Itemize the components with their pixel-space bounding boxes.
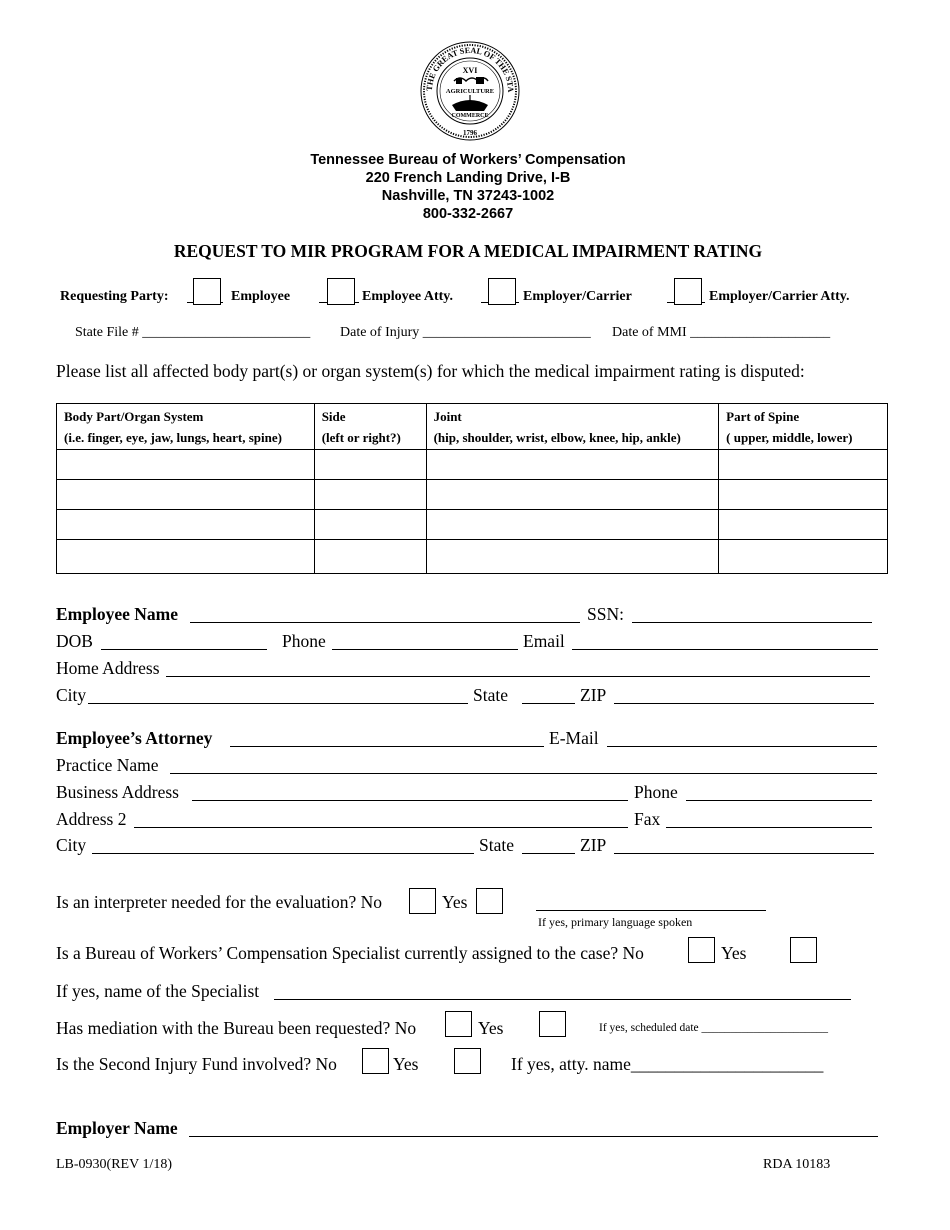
state-seal bbox=[420, 37, 520, 145]
language-note: If yes, primary language spoken bbox=[538, 915, 693, 929]
state-file-field[interactable]: State File # ________________________ bbox=[75, 325, 311, 340]
ssn-label: SSN: bbox=[587, 604, 624, 624]
specialist-name-label: If yes, name of the Specialist bbox=[56, 981, 260, 1001]
city-field[interactable] bbox=[88, 703, 468, 704]
agency-phone: 800-332-2667 bbox=[422, 206, 514, 222]
svg-text:1796: 1796 bbox=[463, 129, 477, 137]
agency-city: Nashville, TN 37243-1002 bbox=[381, 188, 555, 204]
attorney-city-label: City bbox=[56, 835, 87, 855]
table-cell[interactable] bbox=[426, 450, 719, 480]
form-number: LB-0930(REV 1/18) bbox=[56, 1157, 173, 1172]
fax-field[interactable] bbox=[666, 827, 872, 828]
attorney-phone-field[interactable] bbox=[686, 800, 872, 801]
employer-carrier-checkbox[interactable] bbox=[488, 278, 516, 305]
email-label: Email bbox=[523, 631, 565, 651]
sif-atty-name-field[interactable]: If yes, atty. name______________________ bbox=[511, 1054, 824, 1074]
interpreter-yes-checkbox[interactable] bbox=[476, 888, 503, 914]
ssn-field[interactable] bbox=[632, 622, 872, 623]
state-label: State bbox=[473, 685, 508, 705]
mediation-no-checkbox[interactable] bbox=[445, 1011, 472, 1037]
svg-text:AGRICULTURE: AGRICULTURE bbox=[445, 88, 495, 95]
table-cell[interactable] bbox=[719, 480, 888, 510]
state-field[interactable] bbox=[522, 703, 575, 704]
mediation-date-field[interactable]: If yes, scheduled date ______________________ bbox=[599, 1022, 829, 1034]
instruction-text: Please list all affected body part(s) or organ system(s) for which the medical impairment rating is disputed: bbox=[56, 361, 805, 381]
table-cell[interactable] bbox=[57, 510, 315, 540]
sif-yes-checkbox[interactable] bbox=[454, 1048, 481, 1074]
form-title: REQUEST TO MIR PROGRAM FOR A MEDICAL IMPAIRMENT RATING bbox=[173, 241, 763, 261]
header-body-part: Body Part/Organ System (i.e. finger, eye, jaw, lungs, heart, spine) bbox=[57, 404, 315, 450]
attorney-email-field[interactable] bbox=[607, 746, 877, 747]
specialist-yes-label: Yes bbox=[721, 943, 747, 963]
requesting-party-label: Requesting Party: bbox=[60, 289, 169, 304]
mediation-question: Has mediation with the Bureau been requested? No bbox=[56, 1018, 417, 1038]
home-address-field[interactable] bbox=[166, 676, 870, 677]
table-cell[interactable] bbox=[57, 540, 315, 574]
header-side: Side (left or right?) bbox=[314, 404, 426, 450]
table-cell[interactable] bbox=[719, 450, 888, 480]
rda-number: RDA 10183 bbox=[763, 1157, 831, 1172]
agency-street: 220 French Landing Drive, I-B bbox=[365, 170, 571, 186]
mediation-yes-label: Yes bbox=[478, 1018, 504, 1038]
business-address-label: Business Address bbox=[56, 782, 179, 802]
phone-label: Phone bbox=[282, 631, 326, 651]
agency-name: Tennessee Bureau of Workers’ Compensation bbox=[310, 152, 626, 168]
date-of-mmi-field[interactable]: Date of MMI ____________________ bbox=[612, 325, 831, 340]
city-label: City bbox=[56, 685, 87, 705]
header-joint: Joint (hip, shoulder, wrist, elbow, knee, hip, ankle) bbox=[426, 404, 719, 450]
sif-no-checkbox[interactable] bbox=[362, 1048, 389, 1074]
dob-label: DOB bbox=[56, 631, 93, 651]
interpreter-question: Is an interpreter needed for the evaluation? No bbox=[56, 892, 383, 912]
specialist-no-checkbox[interactable] bbox=[688, 937, 715, 963]
table-cell[interactable] bbox=[426, 510, 719, 540]
svg-text:XVI: XVI bbox=[462, 66, 478, 75]
attorney-email-label: E-Mail bbox=[549, 728, 599, 748]
table-cell[interactable] bbox=[426, 540, 719, 574]
zip-label: ZIP bbox=[580, 685, 607, 705]
svg-text:COMMERCE: COMMERCE bbox=[451, 113, 489, 119]
address2-label: Address 2 bbox=[56, 809, 127, 829]
option-employee: Employee bbox=[231, 289, 291, 304]
body-part-table bbox=[56, 403, 888, 574]
business-address-field[interactable] bbox=[192, 800, 628, 801]
table-cell[interactable] bbox=[314, 540, 426, 574]
zip-field[interactable] bbox=[614, 703, 874, 704]
address2-field[interactable] bbox=[134, 827, 628, 828]
table-row bbox=[57, 480, 888, 510]
dob-field[interactable] bbox=[101, 649, 267, 650]
attorney-phone-label: Phone bbox=[634, 782, 678, 802]
interpreter-yes-label: Yes bbox=[442, 892, 468, 912]
specialist-name-field[interactable] bbox=[274, 999, 851, 1000]
attorney-state-field[interactable] bbox=[522, 853, 575, 854]
date-of-injury-field[interactable]: Date of Injury ________________________ bbox=[340, 325, 591, 340]
table-cell[interactable] bbox=[719, 510, 888, 540]
employee-checkbox[interactable] bbox=[193, 278, 221, 305]
svg-text:THE GREAT SEAL OF THE STATE OF: THE GREAT SEAL OF THE STA bbox=[424, 45, 516, 92]
table-row bbox=[57, 510, 888, 540]
home-address-label: Home Address bbox=[56, 658, 160, 678]
attorney-state-label: State bbox=[479, 835, 514, 855]
option-employee-atty: Employee Atty. bbox=[362, 289, 453, 304]
table-cell[interactable] bbox=[426, 480, 719, 510]
employee-name-label: Employee Name bbox=[56, 604, 178, 624]
option-employer-carrier: Employer/Carrier bbox=[523, 289, 632, 304]
sif-yes-label: Yes bbox=[393, 1054, 419, 1074]
header-spine: Part of Spine ( upper, middle, lower) bbox=[719, 404, 888, 450]
mediation-yes-checkbox[interactable] bbox=[539, 1011, 566, 1037]
table-cell[interactable] bbox=[719, 540, 888, 574]
fax-label: Fax bbox=[634, 809, 661, 829]
employer-name-field[interactable] bbox=[189, 1136, 878, 1137]
email-field[interactable] bbox=[572, 649, 878, 650]
specialist-yes-checkbox[interactable] bbox=[790, 937, 817, 963]
practice-name-label: Practice Name bbox=[56, 755, 159, 775]
table-row bbox=[57, 450, 888, 480]
table-cell[interactable] bbox=[314, 480, 426, 510]
table-cell[interactable] bbox=[57, 480, 315, 510]
employee-atty-checkbox[interactable] bbox=[327, 278, 355, 305]
option-employer-carrier-atty: Employer/Carrier Atty. bbox=[709, 289, 850, 304]
table-row bbox=[57, 540, 888, 574]
attorney-name-field[interactable] bbox=[230, 746, 544, 747]
attorney-zip-field[interactable] bbox=[614, 853, 874, 854]
language-field[interactable] bbox=[536, 910, 766, 911]
employer-name-label: Employer Name bbox=[56, 1118, 178, 1138]
sif-question: Is the Second Injury Fund involved? No bbox=[56, 1054, 337, 1074]
table-cell[interactable] bbox=[57, 450, 315, 480]
table-cell[interactable] bbox=[314, 510, 426, 540]
table-header-row bbox=[57, 404, 888, 450]
specialist-question: Is a Bureau of Workers’ Compensation Specialist currently assigned to the case? No bbox=[56, 943, 644, 963]
interpreter-no-checkbox[interactable] bbox=[409, 888, 436, 914]
phone-field[interactable] bbox=[332, 649, 518, 650]
practice-name-field[interactable] bbox=[170, 773, 877, 774]
attorney-label: Employee’s Attorney bbox=[56, 728, 213, 748]
attorney-city-field[interactable] bbox=[92, 853, 474, 854]
employer-carrier-atty-checkbox[interactable] bbox=[674, 278, 702, 305]
table-cell[interactable] bbox=[314, 450, 426, 480]
employee-name-field[interactable] bbox=[190, 622, 580, 623]
attorney-zip-label: ZIP bbox=[580, 835, 607, 855]
